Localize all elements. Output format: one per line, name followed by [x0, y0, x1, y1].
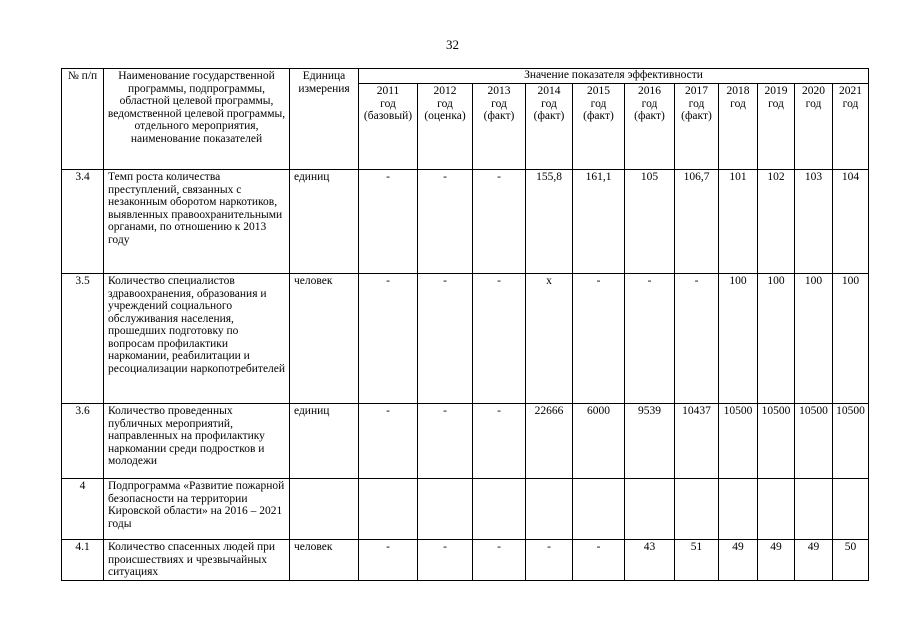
header-year-line3: (факт) [483, 110, 515, 122]
row-value-2016: 105 [625, 170, 675, 274]
row-value-2013: - [473, 274, 526, 404]
row-value-2013 [473, 479, 526, 540]
row-value-2013: - [473, 404, 526, 479]
header-year-line3: (факт) [681, 110, 712, 122]
header-year-year: 2011 [376, 85, 400, 97]
row-value-2014: 155,8 [526, 170, 573, 274]
header-year-2015 [573, 84, 625, 170]
row-value-2018: 100 [719, 274, 758, 404]
row-value-2011 [359, 479, 418, 540]
header-year-2019 [758, 84, 795, 170]
header-year-line2: год [805, 97, 822, 110]
row-value-2014 [526, 479, 573, 540]
row-unit: человек [290, 274, 359, 404]
row-value-2018 [719, 479, 758, 540]
row-value-2020: 100 [795, 274, 833, 404]
header-row [62, 69, 869, 84]
row-value-2018: 101 [719, 170, 758, 274]
header-year-year: 2017 [685, 85, 708, 97]
row-value-2021: 100 [833, 274, 869, 404]
row-value-2021: 10500 [833, 404, 869, 479]
table-row [62, 404, 869, 479]
indicators-table [61, 68, 869, 581]
header-year-2013 [473, 84, 526, 170]
row-name: Количество специалистов здравоохранения, образования и учреждений социального обслуживания населения, прошедших подготовку по вопросам профилактики наркомании, реабилитации и ресоциализации наркопотребителей [104, 274, 290, 404]
header-year-line3: (факт) [533, 110, 565, 122]
header-year-year: 2014 [537, 85, 561, 97]
row-unit [290, 479, 359, 540]
row-value-2020: 10500 [795, 404, 833, 479]
header-year-line2: год [688, 97, 705, 110]
row-value-2012: - [418, 540, 473, 581]
row-num: 3.6 [62, 404, 104, 479]
row-value-2020 [795, 479, 833, 540]
table-row [62, 540, 869, 581]
row-value-2017: 10437 [675, 404, 719, 479]
header-value-group: Значение показателя эффективности [359, 69, 869, 84]
row-value-2020: 49 [795, 540, 833, 581]
row-value-2015 [573, 479, 625, 540]
header-year-year: 2019 [764, 85, 788, 97]
header-year-line3: (факт) [583, 110, 614, 122]
row-value-2016: 9539 [625, 404, 675, 479]
table-row [62, 274, 869, 404]
table-row [62, 170, 869, 274]
row-value-2012: - [418, 274, 473, 404]
header-year-line2: год [491, 97, 507, 110]
row-value-2018: 49 [719, 540, 758, 581]
row-value-2013: - [473, 170, 526, 274]
row-value-2015: - [573, 540, 625, 581]
header-year-line2: год [541, 97, 557, 110]
header-year-line2: год [842, 97, 859, 110]
row-value-2021: 50 [833, 540, 869, 581]
header-year-2018 [719, 84, 758, 170]
row-unit: единиц [290, 170, 359, 274]
row-value-2019: 102 [758, 170, 795, 274]
header-year-year: 2020 [802, 85, 825, 97]
row-value-2016 [625, 479, 675, 540]
row-value-2017 [675, 479, 719, 540]
header-year-year: 2012 [433, 85, 457, 97]
row-value-2013: - [473, 540, 526, 581]
row-value-2017: 51 [675, 540, 719, 581]
row-value-2016: - [625, 274, 675, 404]
header-unit: Единица измерения [290, 69, 359, 170]
header-year-2016 [625, 84, 675, 170]
header-year-2017 [675, 84, 719, 170]
row-value-2015: - [573, 274, 625, 404]
row-value-2014: - [526, 540, 573, 581]
table-row [62, 479, 869, 540]
header-year-line2: год [641, 97, 658, 110]
header-year-year: 2018 [726, 85, 750, 97]
row-num: 4 [62, 479, 104, 540]
row-unit: человек [290, 540, 359, 581]
row-value-2015: 161,1 [573, 170, 625, 274]
header-year-year: 2015 [587, 85, 610, 97]
row-value-2016: 43 [625, 540, 675, 581]
header-year-year: 2021 [839, 85, 862, 97]
row-value-2015: 6000 [573, 404, 625, 479]
row-value-2021: 104 [833, 170, 869, 274]
header-year-line3: (факт) [634, 110, 665, 122]
header-num: № п/п [62, 69, 104, 170]
row-value-2012: - [418, 404, 473, 479]
header-year-2020 [795, 84, 833, 170]
row-value-2019: 100 [758, 274, 795, 404]
row-name: Темп роста количества преступлений, связанных с незаконным оборотом наркотиков, выявленных правоохранительными органами, по отношению к 2013 году [104, 170, 290, 274]
header-year-year: 2013 [487, 85, 511, 97]
header-year-line2: год [768, 97, 784, 110]
row-value-2018: 10500 [719, 404, 758, 479]
header-year-line2: год [380, 97, 396, 110]
row-value-2021 [833, 479, 869, 540]
header-year-2012 [418, 84, 473, 170]
header-year-line2: год [730, 97, 746, 110]
row-name: Количество проведенных публичных мероприятий, направленных на профилактику наркомании среди подростков и молодежи [104, 404, 290, 479]
row-name: Количество спасенных людей при происшествиях и чрезвычайных ситуациях [104, 540, 290, 581]
header-name: Наименование государственной программы, подпрограммы, областной целевой программы, ведомственной целевой программы, отдельного мероприятия, наименование показателей [104, 69, 290, 170]
row-value-2019: 49 [758, 540, 795, 581]
header-year-line2: год [437, 97, 453, 110]
row-value-2020: 103 [795, 170, 833, 274]
header-year-line3: (оценка) [424, 110, 466, 122]
row-value-2011: - [359, 170, 418, 274]
row-value-2019 [758, 479, 795, 540]
row-value-2014: 22666 [526, 404, 573, 479]
row-value-2014: x [526, 274, 573, 404]
row-num: 3.4 [62, 170, 104, 274]
header-year-2014 [526, 84, 573, 170]
row-value-2011: - [359, 274, 418, 404]
header-year-2021 [833, 84, 869, 170]
row-num: 3.5 [62, 274, 104, 404]
row-value-2011: - [359, 540, 418, 581]
header-year-2011 [359, 84, 418, 170]
row-value-2012: - [418, 170, 473, 274]
row-num: 4.1 [62, 540, 104, 581]
row-value-2017: - [675, 274, 719, 404]
header-year-line3: (базовый) [363, 110, 413, 122]
row-value-2019: 10500 [758, 404, 795, 479]
row-name: Подпрограмма «Развитие пожарной безопасности на территории Кировской области» на 2016 – 2021 годы [104, 479, 290, 540]
page-number: 32 [446, 37, 459, 52]
row-value-2017: 106,7 [675, 170, 719, 274]
row-value-2011: - [359, 404, 418, 479]
header-year-line2: год [590, 97, 607, 110]
row-value-2012 [418, 479, 473, 540]
header-year-year: 2016 [638, 85, 661, 97]
row-unit: единиц [290, 404, 359, 479]
